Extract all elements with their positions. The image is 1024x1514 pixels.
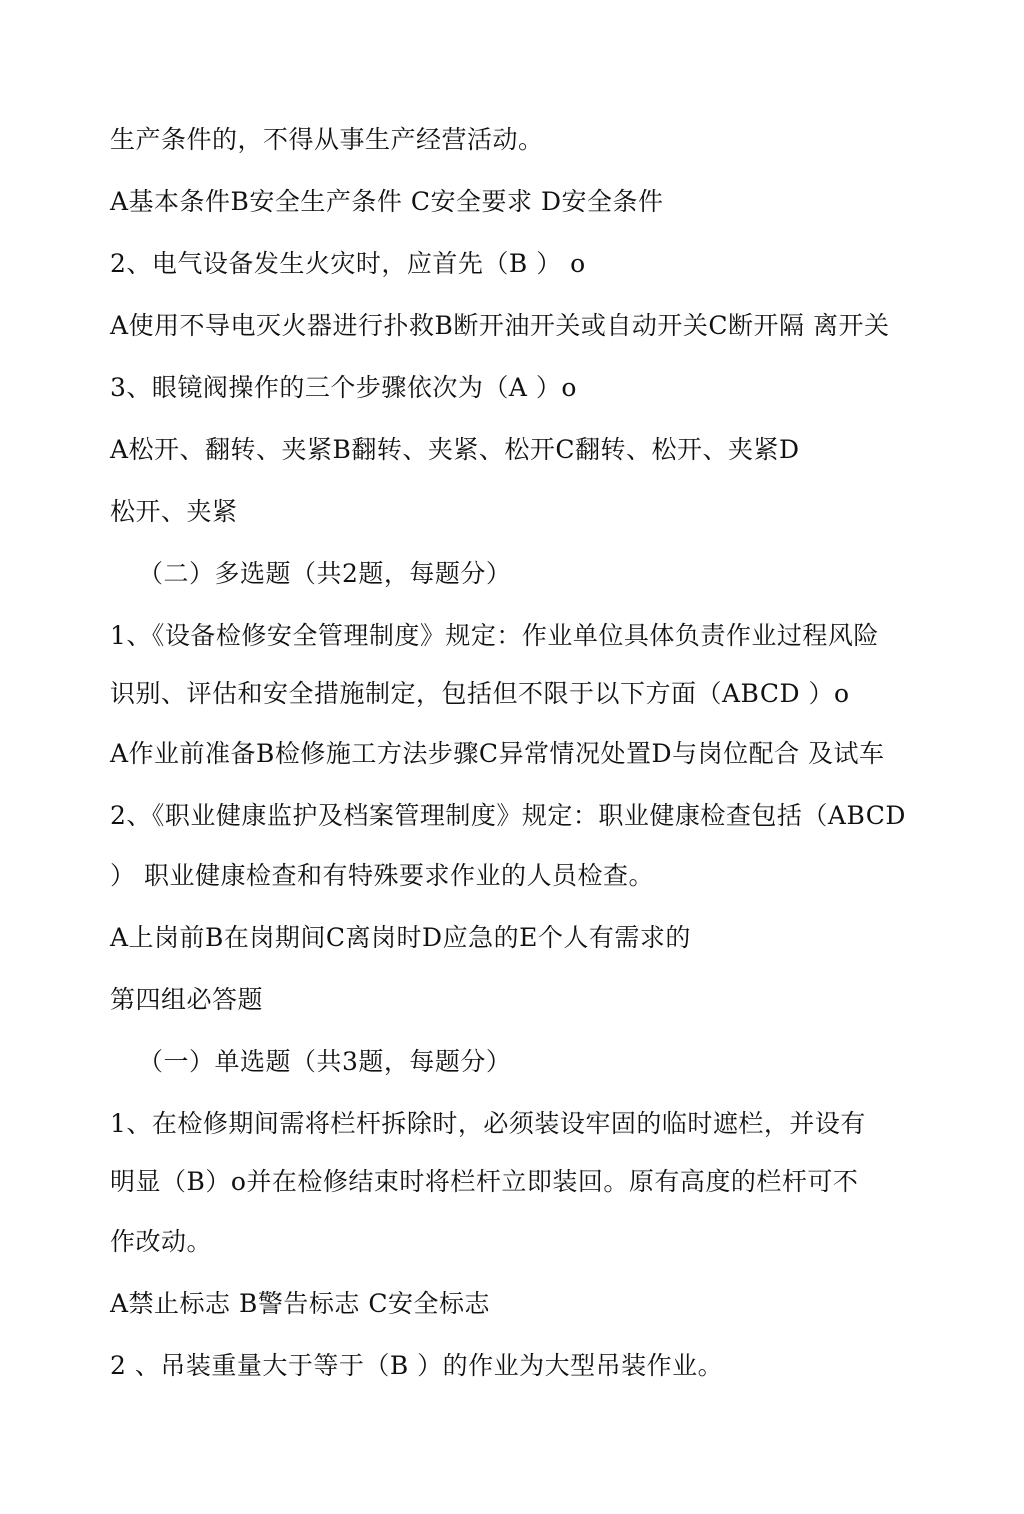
text-line: 识别、评估和安全措施制定，包括但不限于以下方面（ABCD ）o (110, 679, 850, 708)
text-line: 2 、吊装重量大于等于（B ）的作业为大型吊装作业。 (110, 1351, 724, 1380)
text-line: 1、《设备检修安全管理制度》规定：作业单位具体负责作业过程风险 (110, 621, 879, 650)
text-line: A使用不导电灭火器进行扑救B断开油开关或自动开关C断开隔 离开关 (110, 311, 890, 340)
text-line: 松开、夹紧 (110, 497, 238, 526)
text-line: 生产条件的，不得从事生产经营活动。 (110, 125, 544, 154)
text-line: ） 职业健康检查和有特殊要求作业的人员检查。 (110, 861, 654, 890)
text-line: A松开、翻转、夹紧B翻转、夹紧、松开C翻转、松开、夹紧D (110, 435, 800, 464)
text-line: A上岗前B在岗期间C离岗时D应急的E个人有需求的 (110, 923, 691, 952)
text-line: 2、《职业健康监护及档案管理制度》规定：职业健康检查包括（ABCD (110, 801, 906, 830)
section-heading: （一）单选题（共3题，每题分） (138, 1047, 512, 1076)
text-line: 1、在检修期间需将栏杆拆除时，必须装设牢固的临时遮栏，并设有 (110, 1109, 866, 1138)
group-heading: 第四组必答题 (110, 985, 264, 1014)
section-heading: （二）多选题（共2题，每题分） (138, 559, 512, 588)
text-line: 明显（B）o并在检修结束时将栏杆立即装回。原有高度的栏杆可不 (110, 1167, 859, 1196)
text-line: A作业前准备B检修施工方法步骤C异常情况处置D与岗位配合 及试车 (110, 739, 885, 768)
text-line: A禁止标志 B警告标志 C安全标志 (110, 1289, 490, 1318)
text-line: 3、眼镜阀操作的三个步骤依次为（A ）o (110, 373, 577, 402)
text-line: A基本条件B安全生产条件 C安全要求 D安全条件 (110, 187, 664, 216)
text-line: 作改动。 (110, 1227, 213, 1256)
text-line: 2、电气设备发生火灾时，应首先（B ） o (110, 249, 586, 278)
